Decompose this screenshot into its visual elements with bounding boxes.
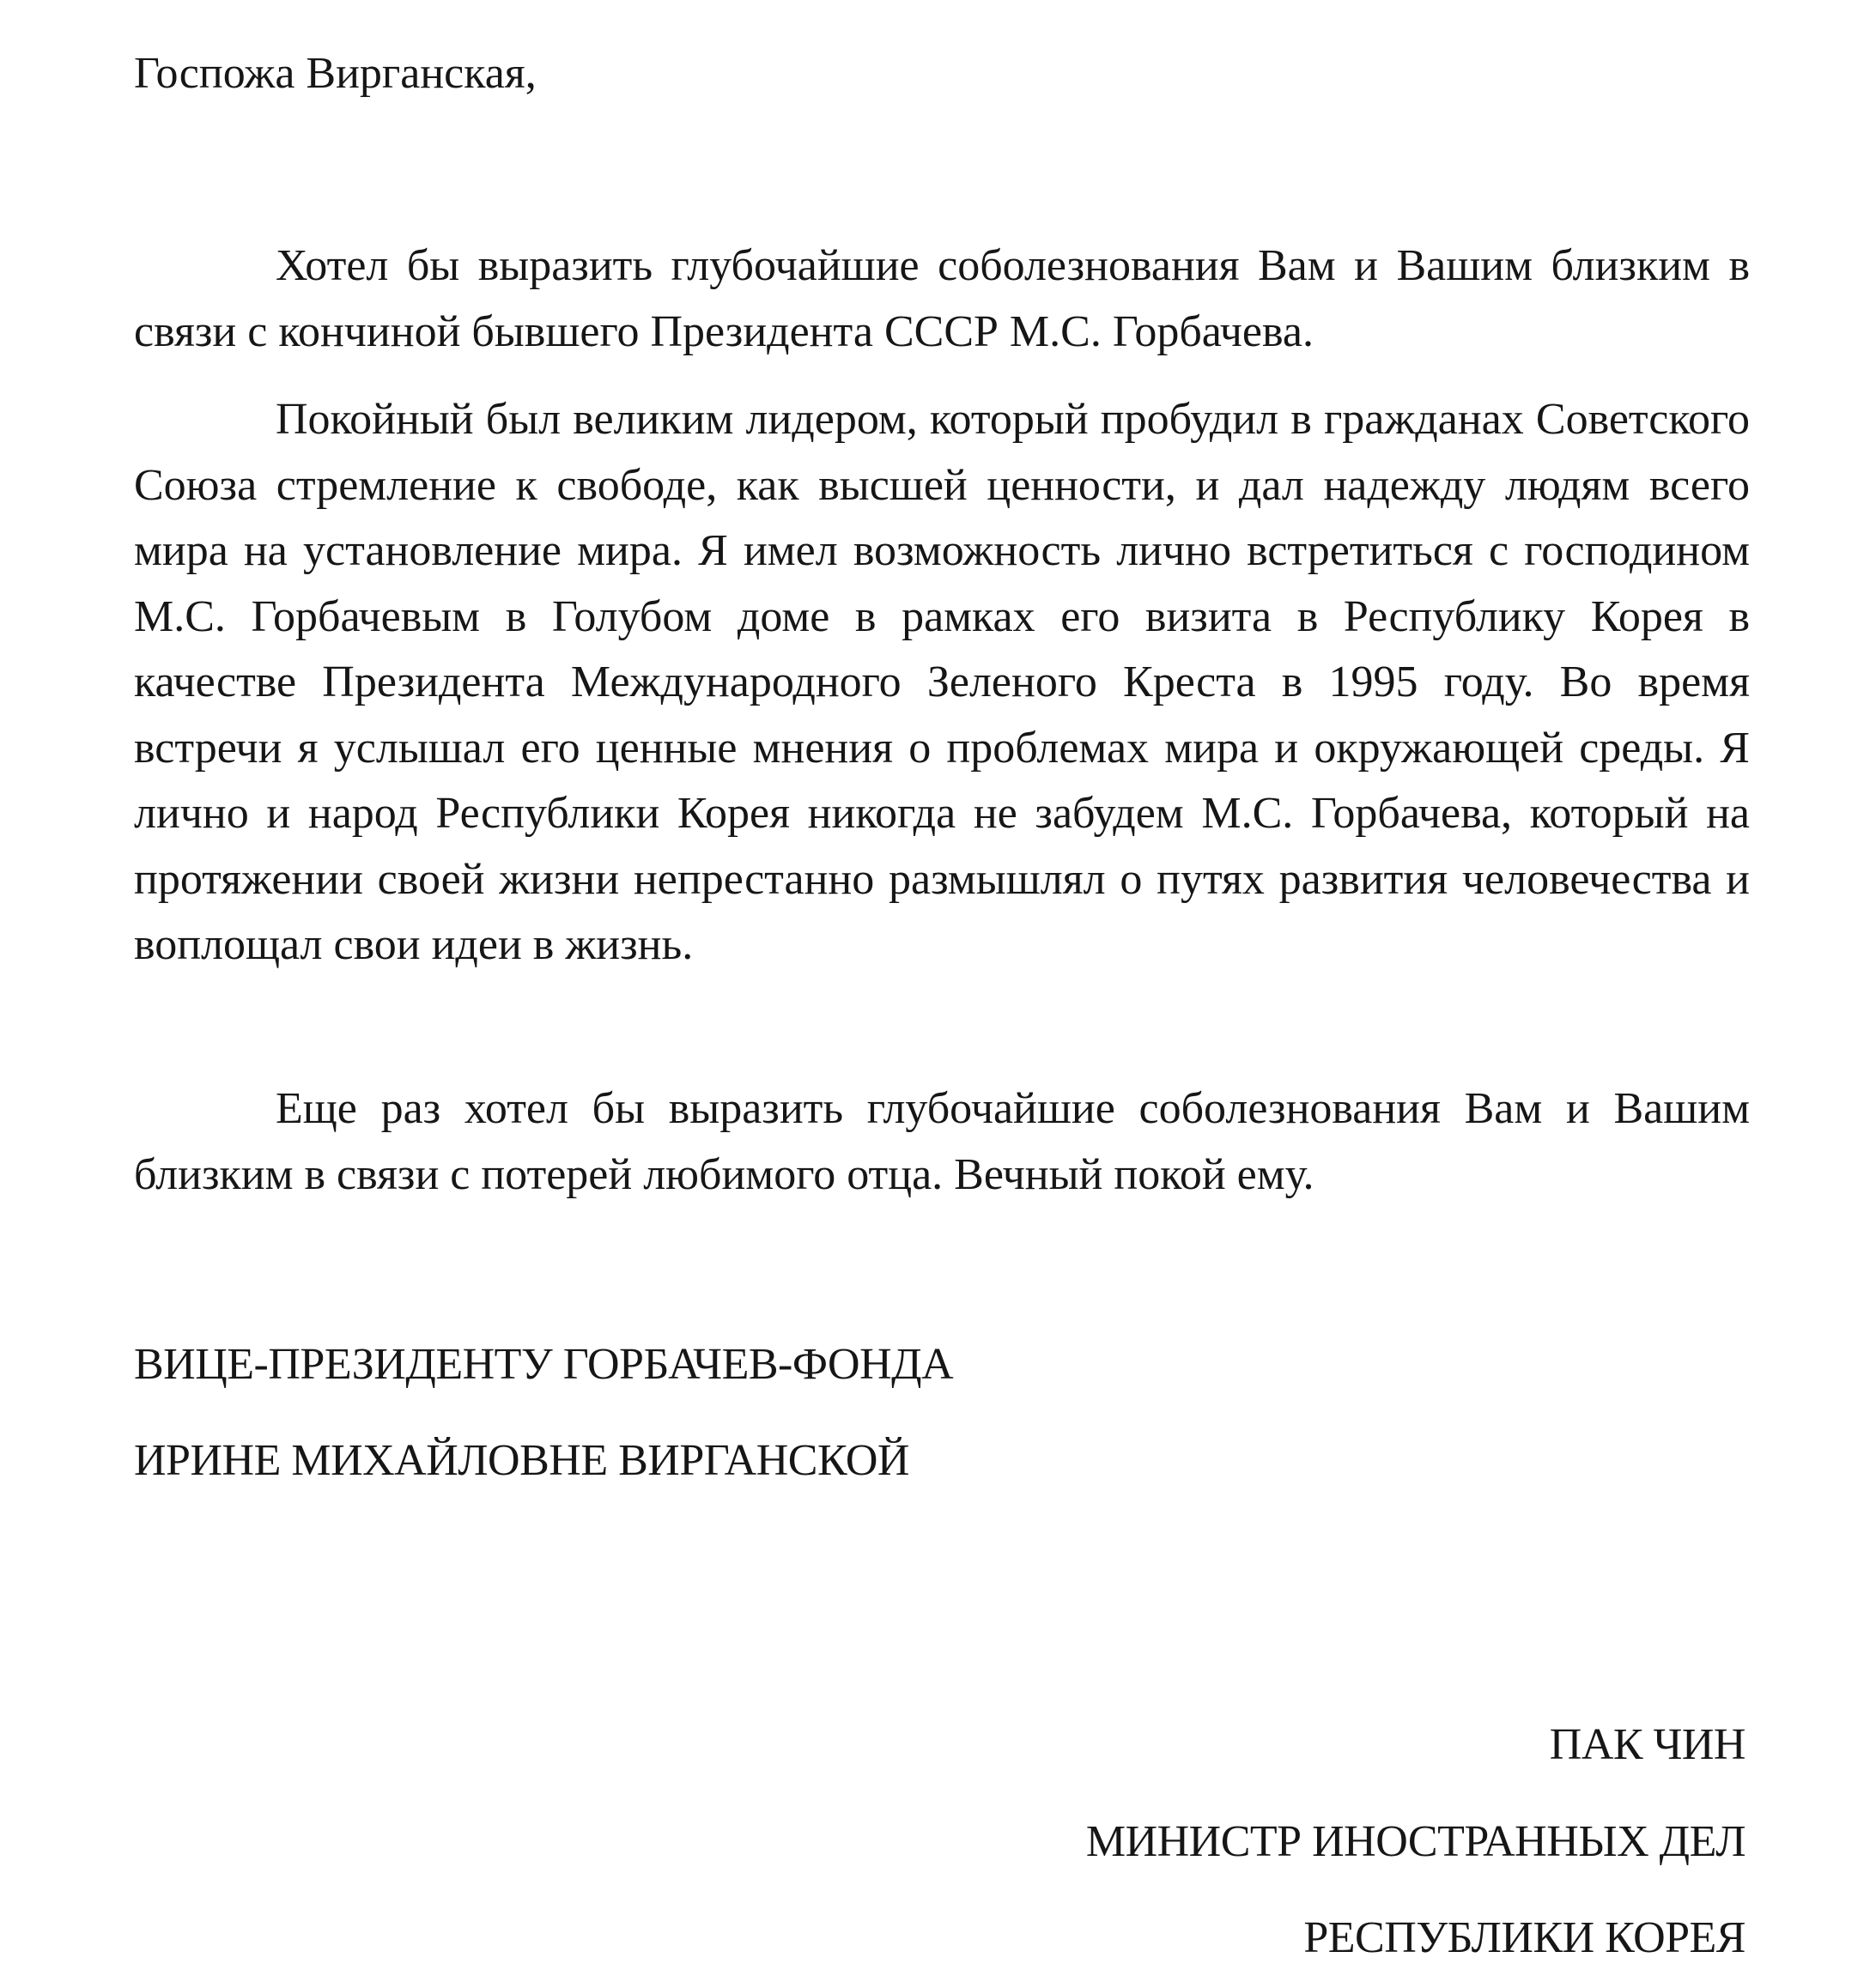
signatory-title: МИНИСТР ИНОСТРАННЫХ ДЕЛ	[1085, 1817, 1745, 1866]
paragraph-tribute: Покойный был великим лидером, который пробудил в гражданах Советского Союза стремление к свободе, как высшей ценности, и дал надежду людям всего мира на установление мира. Я имел возможность лично встретиться с господином М.С. Горбачевым в Голубом доме в рамках его визита в Республику Корея в качестве Президента Международного Зеленого Креста в 1995 году. Во время встречи я услышал его ценные мнения о проблемах мира и окружающей среды. Я лично и народ Республики Корея никогда не забудем М.С. Горбачева, который на протяжении своей жизни непрестанно размышлял о путях развития человечества и воплощал свои идеи в жизнь.	[134, 395, 1750, 969]
paragraph-closing: Еще раз хотел бы выразить глубочайшие соболезнования Вам и Вашим близким в связи с потерей любимого отца. Вечный покой ему.	[134, 1084, 1750, 1199]
recipient-title: ВИЦЕ-ПРЕЗИДЕНТУ ГОРБАЧЕВ-ФОНДА	[134, 1340, 954, 1389]
paragraph-condolences: Хотел бы выразить глубочайшие соболезнования Вам и Вашим близким в связи с кончиной бывшего Президента СССР М.С. Горбачева.	[134, 241, 1750, 356]
salutation: Госпожа Вирганская,	[134, 49, 537, 98]
signatory-country: РЕСПУБЛИКИ КОРЕЯ	[1303, 1913, 1745, 1962]
recipient-name: ИРИНЕ МИХАЙЛОВНЕ ВИРГАНСКОЙ	[134, 1436, 909, 1485]
signatory-name: ПАК ЧИН	[1549, 1720, 1745, 1769]
